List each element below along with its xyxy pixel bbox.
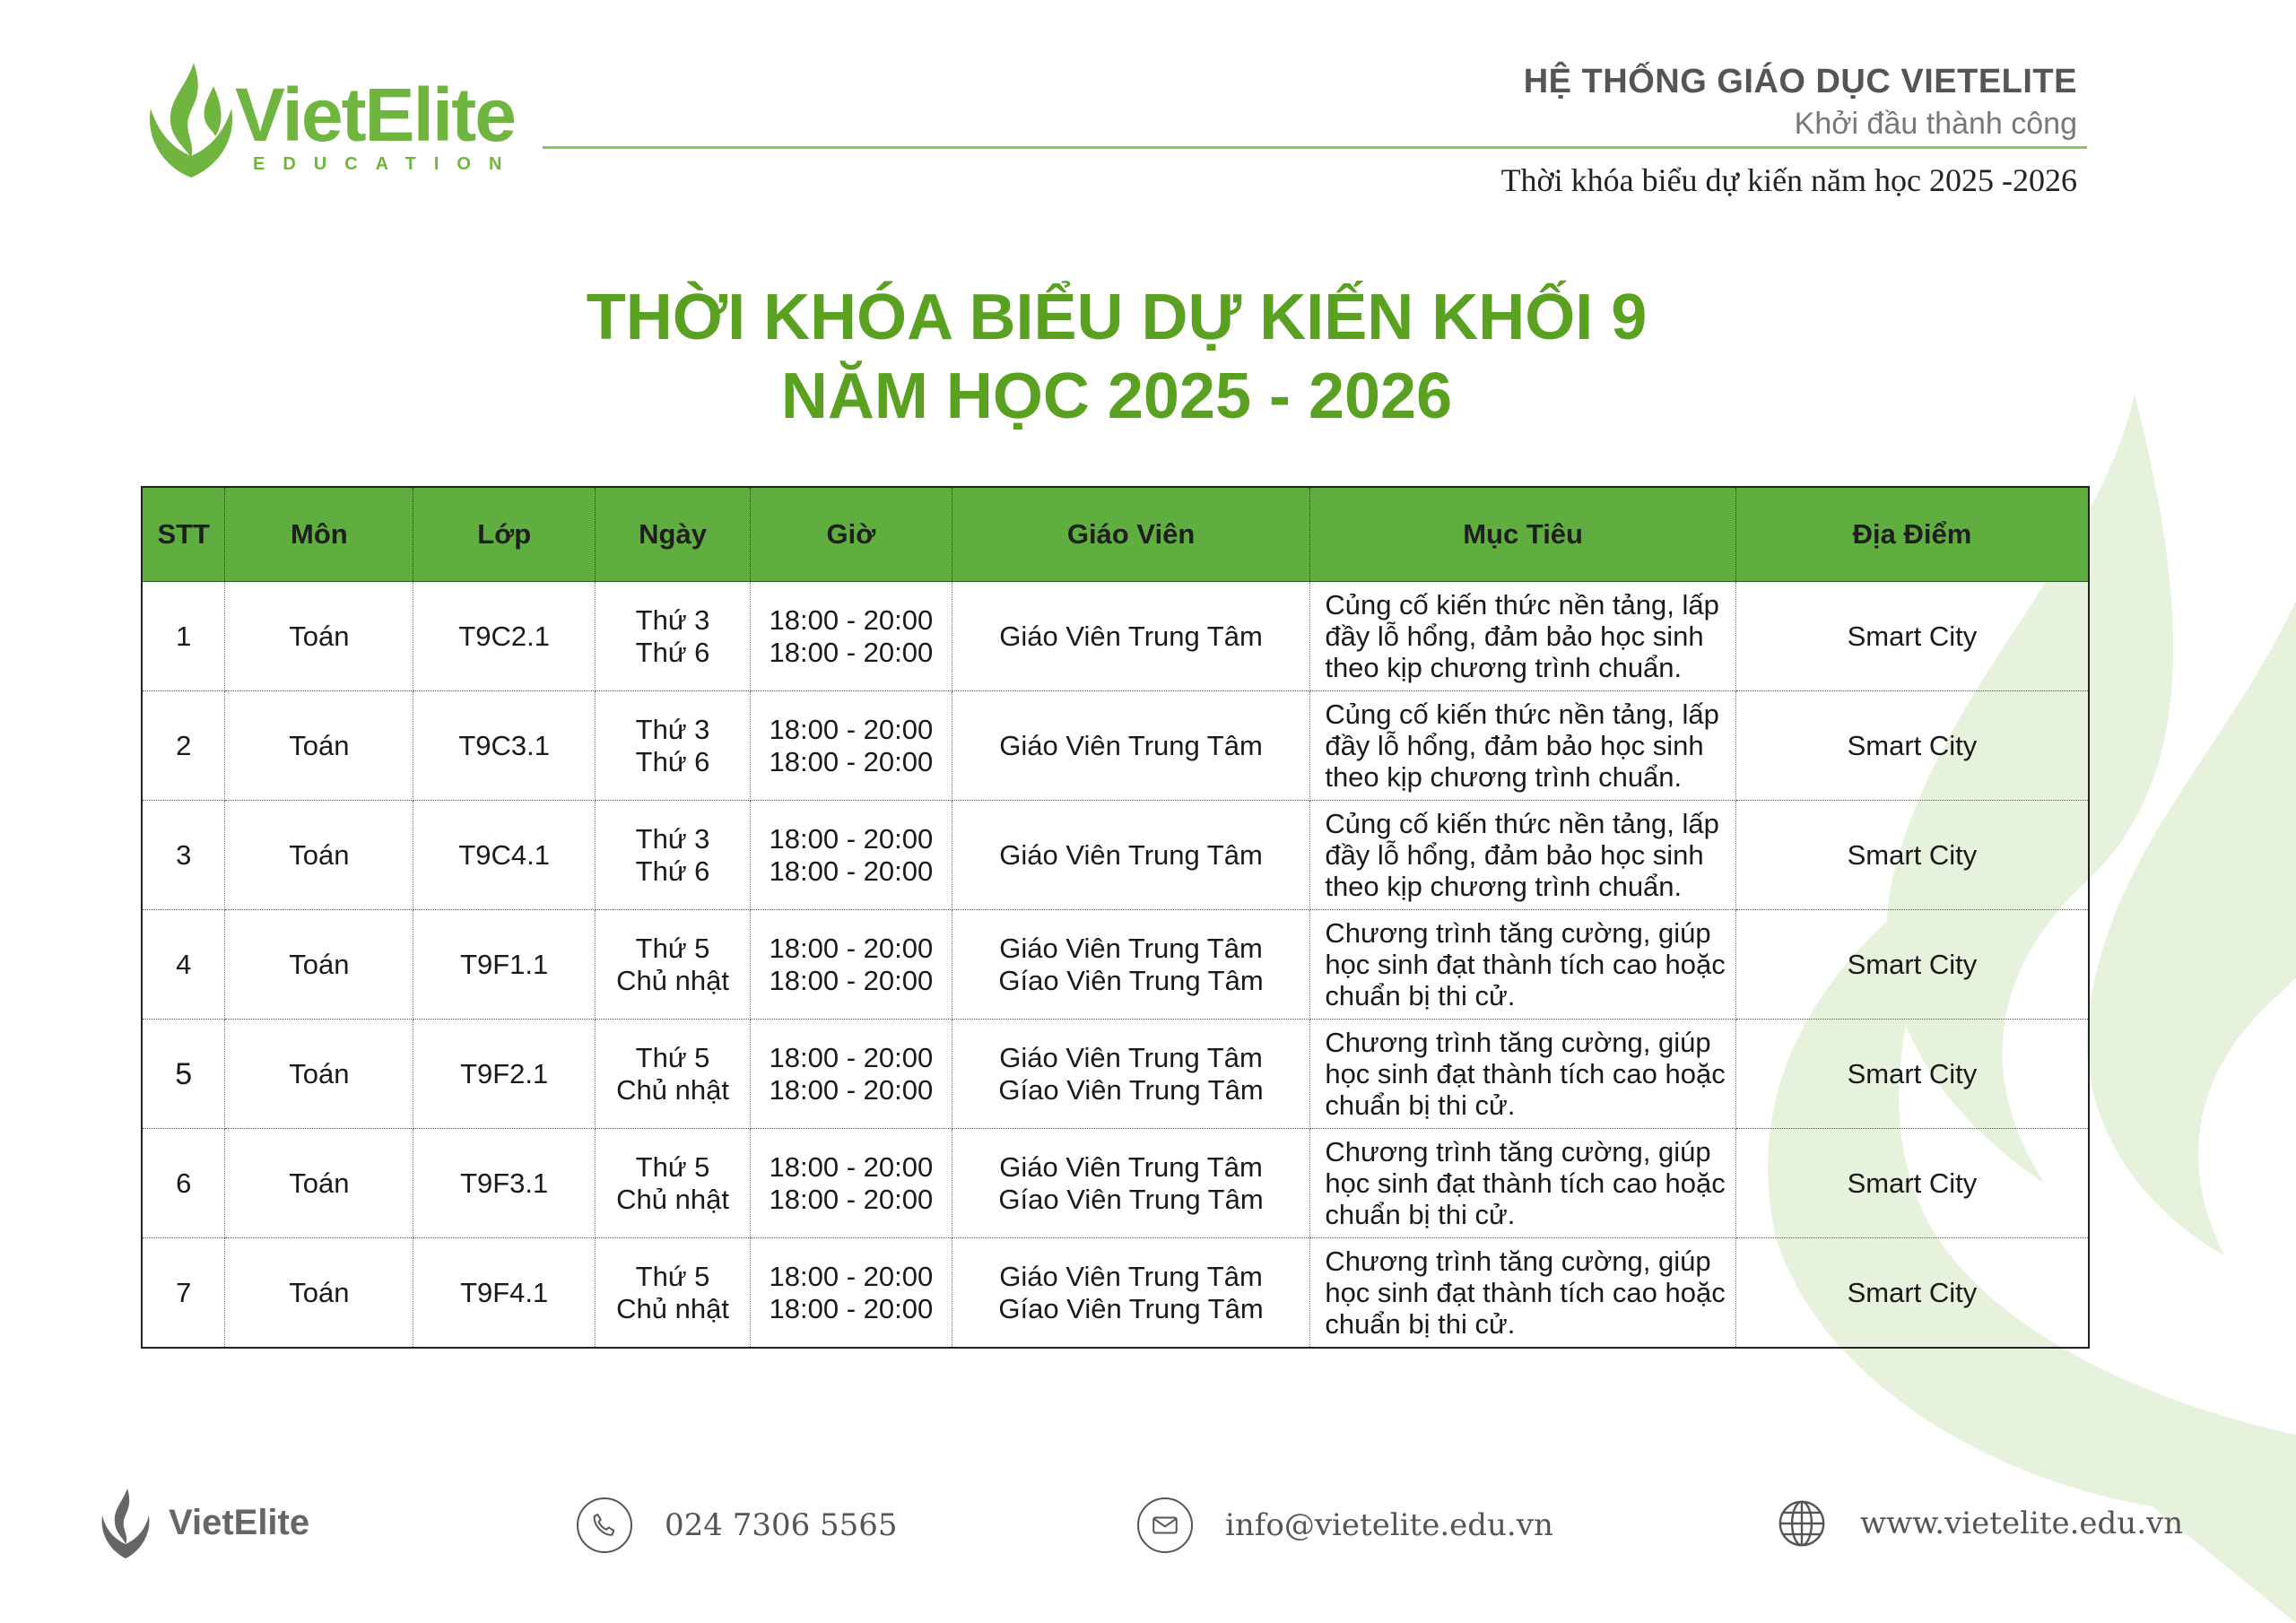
cell-time <box>750 1020 952 1129</box>
table-row <box>142 1020 2089 1129</box>
logo-subtitle: EDUCATION <box>253 154 520 174</box>
time-line: 18:00 - 20:00 <box>769 822 934 855</box>
day-line: Chủ nhật <box>616 964 729 996</box>
objective-line: Củng cố kiến thức nền tảng, lấp <box>1325 808 1719 839</box>
cell-objective <box>1310 1020 1736 1129</box>
cell-subject: Toán <box>225 910 413 1020</box>
cell-stt: 5 <box>142 1020 225 1129</box>
teacher-line: Giáo Viên Trung Tâm <box>999 932 1263 964</box>
cell-teacher <box>952 1020 1310 1129</box>
phone-icon <box>577 1497 632 1553</box>
cell-day <box>596 691 751 801</box>
cell-class: T9F4.1 <box>413 1238 596 1349</box>
cell-objective <box>1310 1238 1736 1349</box>
org-name: HỆ THỐNG GIÁO DỤC VIETELITE <box>1523 63 2077 100</box>
flame-logo-icon <box>142 59 240 180</box>
globe-icon <box>1776 1497 1828 1549</box>
cell-time <box>750 691 952 801</box>
vietelite-logo <box>135 56 547 190</box>
teacher-line: Gíao Viên Trung Tâm <box>998 1183 1264 1215</box>
day-line: Thứ 6 <box>635 636 710 668</box>
teacher-line: Giáo Viên Trung Tâm <box>999 1041 1263 1073</box>
cell-subject: Toán <box>225 582 413 691</box>
page-title <box>0 278 2233 436</box>
table-row <box>142 910 2089 1020</box>
footer-phone <box>577 1497 898 1553</box>
cell-stt: 7 <box>142 1238 225 1349</box>
cell-objective <box>1310 582 1736 691</box>
objective-line: Chương trình tăng cường, giúp <box>1325 1027 1711 1058</box>
column-header-day: Ngày <box>596 487 751 582</box>
cell-teacher <box>952 691 1310 801</box>
header-divider <box>543 146 2087 149</box>
cell-teacher <box>952 1129 1310 1238</box>
cell-location: Smart City <box>1735 582 2089 691</box>
cell-location: Smart City <box>1735 1020 2089 1129</box>
time-line: 18:00 - 20:00 <box>769 745 934 777</box>
day-line: Thứ 3 <box>635 822 710 855</box>
table-row <box>142 1238 2089 1349</box>
column-header-teacher: Giáo Viên <box>952 487 1310 582</box>
logo-wordmark: VietElite <box>235 73 515 157</box>
objective-line: đầy lỗ hổng, đảm bảo học sinh <box>1325 839 1704 871</box>
day-line: Thứ 6 <box>635 855 710 887</box>
table-row <box>142 1129 2089 1238</box>
cell-subject: Toán <box>225 1129 413 1238</box>
cell-class: T9C4.1 <box>413 801 596 910</box>
teacher-line: Giáo Viên Trung Tâm <box>999 1260 1263 1292</box>
email-address[interactable]: info@vietelite.edu.vn <box>1225 1507 1553 1543</box>
cell-location: Smart City <box>1735 691 2089 801</box>
cell-day <box>596 910 751 1020</box>
objective-line: chuẩn bị thi cử. <box>1325 980 1516 1011</box>
teacher-line: Gíao Viên Trung Tâm <box>998 1292 1264 1324</box>
time-line: 18:00 - 20:00 <box>769 603 934 636</box>
day-line: Chủ nhật <box>616 1183 729 1215</box>
cell-objective <box>1310 691 1736 801</box>
column-header-class: Lớp <box>413 487 596 582</box>
footer-flame-icon <box>99 1487 152 1560</box>
time-line: 18:00 - 20:00 <box>769 964 934 996</box>
mail-icon <box>1137 1497 1193 1553</box>
column-header-stt: STT <box>142 487 225 582</box>
cell-stt: 1 <box>142 582 225 691</box>
objective-line: học sinh đạt thành tích cao hoặc <box>1325 949 1726 980</box>
cell-time <box>750 1238 952 1349</box>
cell-teacher <box>952 1238 1310 1349</box>
column-header-location: Địa Điểm <box>1735 487 2089 582</box>
column-header-subject: Môn <box>225 487 413 582</box>
objective-line: Chương trình tăng cường, giúp <box>1325 1136 1711 1167</box>
objective-line: học sinh đạt thành tích cao hoặc <box>1325 1058 1726 1089</box>
day-line: Thứ 5 <box>635 1041 710 1073</box>
day-line: Thứ 5 <box>635 1150 710 1183</box>
objective-line: theo kịp chương trình chuẩn. <box>1325 652 1683 683</box>
teacher-line: Giáo Viên Trung Tâm <box>999 729 1263 761</box>
page-title-line2: NĂM HỌC 2025 - 2026 <box>780 360 1453 432</box>
table-header-row <box>142 487 2089 582</box>
time-line: 18:00 - 20:00 <box>769 932 934 964</box>
time-line: 18:00 - 20:00 <box>769 1292 934 1324</box>
time-line: 18:00 - 20:00 <box>769 1150 934 1183</box>
footer <box>0 1481 2296 1571</box>
cell-class: T9F3.1 <box>413 1129 596 1238</box>
time-line: 18:00 - 20:00 <box>769 713 934 745</box>
time-line: 18:00 - 20:00 <box>769 1073 934 1106</box>
cell-day <box>596 1129 751 1238</box>
day-line: Thứ 3 <box>635 603 710 636</box>
column-header-time: Giờ <box>750 487 952 582</box>
cell-class: T9C3.1 <box>413 691 596 801</box>
objective-line: học sinh đạt thành tích cao hoặc <box>1325 1167 1726 1199</box>
cell-location: Smart City <box>1735 1238 2089 1349</box>
day-line: Thứ 3 <box>635 713 710 745</box>
objective-line: theo kịp chương trình chuẩn. <box>1325 871 1683 902</box>
teacher-line: Giáo Viên Trung Tâm <box>999 838 1263 871</box>
time-line: 18:00 - 20:00 <box>769 1041 934 1073</box>
day-line: Thứ 6 <box>635 745 710 777</box>
objective-line: Củng cố kiến thức nền tảng, lấp <box>1325 589 1719 621</box>
cell-subject: Toán <box>225 1238 413 1349</box>
objective-line: Chương trình tăng cường, giúp <box>1325 917 1711 949</box>
cell-objective <box>1310 1129 1736 1238</box>
website-url[interactable]: www.vietelite.edu.vn <box>1860 1506 2184 1541</box>
org-slogan: Khởi đầu thành công <box>1794 107 2077 141</box>
footer-website <box>1776 1497 2183 1549</box>
header-org <box>1524 63 2077 142</box>
column-header-objective: Mục Tiêu <box>1310 487 1736 582</box>
cell-class: T9F1.1 <box>413 910 596 1020</box>
cell-class: T9C2.1 <box>413 582 596 691</box>
cell-stt: 3 <box>142 801 225 910</box>
objective-line: học sinh đạt thành tích cao hoặc <box>1325 1277 1726 1308</box>
cell-time <box>750 582 952 691</box>
cell-subject: Toán <box>225 801 413 910</box>
cell-time <box>750 801 952 910</box>
schedule-table <box>141 486 2090 1349</box>
cell-stt: 2 <box>142 691 225 801</box>
cell-teacher <box>952 582 1310 691</box>
cell-time <box>750 1129 952 1238</box>
objective-line: chuẩn bị thi cử. <box>1325 1089 1516 1121</box>
cell-day <box>596 1238 751 1349</box>
phone-number[interactable]: 024 7306 5565 <box>665 1507 898 1543</box>
cell-day <box>596 582 751 691</box>
teacher-line: Giáo Viên Trung Tâm <box>999 620 1263 652</box>
table-row <box>142 801 2089 910</box>
objective-line: đầy lỗ hổng, đảm bảo học sinh <box>1325 730 1704 761</box>
cell-stt: 4 <box>142 910 225 1020</box>
cell-teacher <box>952 801 1310 910</box>
objective-line: chuẩn bị thi cử. <box>1325 1308 1516 1340</box>
table-row <box>142 582 2089 691</box>
teacher-line: Giáo Viên Trung Tâm <box>999 1150 1263 1183</box>
teacher-line: Gíao Viên Trung Tâm <box>998 964 1264 996</box>
objective-line: Củng cố kiến thức nền tảng, lấp <box>1325 699 1719 730</box>
teacher-line: Gíao Viên Trung Tâm <box>998 1073 1264 1106</box>
cell-location: Smart City <box>1735 801 2089 910</box>
footer-email <box>1137 1497 1553 1553</box>
cell-objective <box>1310 910 1736 1020</box>
objective-line: chuẩn bị thi cử. <box>1325 1199 1516 1230</box>
cell-stt: 6 <box>142 1129 225 1238</box>
cell-day <box>596 1020 751 1129</box>
cell-subject: Toán <box>225 691 413 801</box>
time-line: 18:00 - 20:00 <box>769 1260 934 1292</box>
cell-subject: Toán <box>225 1020 413 1129</box>
objective-line: đầy lỗ hổng, đảm bảo học sinh <box>1325 621 1704 652</box>
cell-objective <box>1310 801 1736 910</box>
table-row <box>142 691 2089 801</box>
day-line: Chủ nhật <box>616 1292 729 1324</box>
day-line: Thứ 5 <box>635 932 710 964</box>
day-line: Chủ nhật <box>616 1073 729 1106</box>
footer-brand: VietElite <box>169 1503 310 1542</box>
time-line: 18:00 - 20:00 <box>769 855 934 887</box>
cell-location: Smart City <box>1735 1129 2089 1238</box>
cell-class: T9F2.1 <box>413 1020 596 1129</box>
time-line: 18:00 - 20:00 <box>769 1183 934 1215</box>
cell-teacher <box>952 910 1310 1020</box>
cell-day <box>596 801 751 910</box>
objective-line: Chương trình tăng cường, giúp <box>1325 1245 1711 1277</box>
day-line: Thứ 5 <box>635 1260 710 1292</box>
document-title: Thời khóa biểu dự kiến năm học 2025 -2026 <box>1500 162 2077 198</box>
cell-time <box>750 910 952 1020</box>
page-title-line1: THỜI KHÓA BIỂU DỰ KIẾN KHỐI 9 <box>586 282 1648 353</box>
objective-line: theo kịp chương trình chuẩn. <box>1325 761 1683 793</box>
cell-location: Smart City <box>1735 910 2089 1020</box>
time-line: 18:00 - 20:00 <box>769 636 934 668</box>
